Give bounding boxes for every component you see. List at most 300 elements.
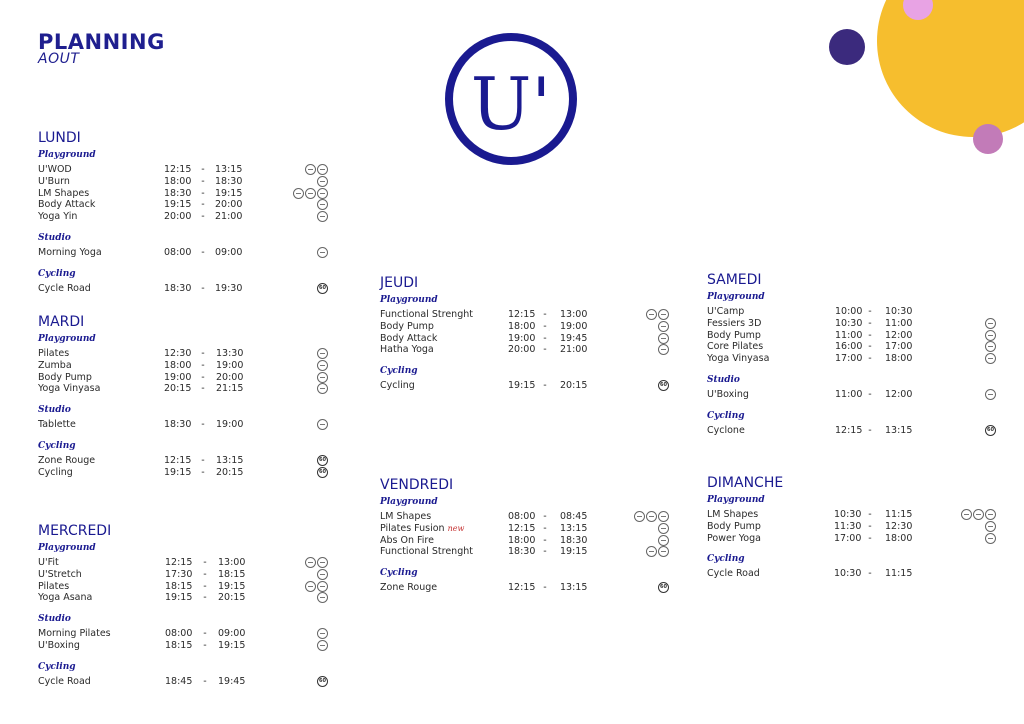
time-separator: -: [868, 509, 872, 520]
room-label: Playground: [380, 497, 438, 507]
class-name-text: U'WOD: [38, 164, 72, 175]
logo-text: U': [470, 62, 552, 146]
class-row: [38, 557, 328, 569]
end-time: 20:15: [560, 380, 588, 392]
face-icon: [985, 389, 996, 400]
class-name: [38, 640, 158, 651]
class-icons: [317, 348, 328, 359]
room-label: Playground: [38, 543, 96, 553]
arrows-icon: [317, 176, 328, 187]
class-name: [707, 568, 827, 579]
time-separator: -: [868, 353, 872, 365]
decor-circle-yellow: [877, 0, 1024, 137]
class-row: [38, 419, 328, 431]
sixty-icon: [317, 283, 328, 294]
face-icon: [317, 360, 328, 371]
face-icon: [317, 640, 328, 651]
end-time: 19:00: [216, 419, 244, 431]
room-label: Studio: [38, 614, 71, 625]
time-separator: -: [543, 534, 547, 546]
time-separator: -: [868, 341, 872, 353]
start-time: 12:15: [508, 582, 536, 594]
class-name-text: Cycle Road: [707, 568, 760, 580]
time-separator: -: [201, 199, 205, 211]
class-name: [707, 353, 827, 364]
arrows-icon: [317, 372, 328, 383]
end-time: 18:30: [560, 534, 588, 546]
end-time: 19:15: [218, 580, 246, 592]
end-time: 18:30: [215, 175, 243, 187]
end-time: 09:00: [215, 247, 243, 258]
time-separator: -: [203, 592, 207, 604]
time-separator: -: [201, 187, 205, 199]
mountain-icon: [658, 523, 669, 534]
day-name-samedi: SAMEDI: [707, 272, 762, 288]
end-time: 18:15: [218, 568, 246, 580]
face-icon: [646, 309, 657, 320]
arrows-icon: [658, 511, 669, 522]
class-name: [707, 521, 827, 532]
start-time: 19:15: [164, 466, 192, 478]
face-icon: [305, 557, 316, 568]
room-label: Playground: [707, 495, 765, 505]
start-time: 12:15: [165, 557, 193, 568]
mountain-icon: [985, 341, 996, 352]
end-time: 13:15: [560, 582, 588, 594]
time-separator: -: [201, 466, 205, 478]
class-name: [380, 380, 500, 391]
class-name: [38, 419, 158, 430]
class-row: [380, 535, 669, 547]
class-name: [38, 569, 158, 580]
class-name: [38, 283, 158, 294]
class-row: [38, 283, 328, 295]
class-row: [38, 383, 328, 395]
arrows-icon: [317, 199, 328, 210]
class-name: [707, 425, 827, 436]
class-icons: [658, 523, 669, 534]
mountain-icon: [305, 581, 316, 592]
day-name-mardi: MARDI: [38, 314, 85, 330]
arrows-icon: [985, 330, 996, 341]
class-name-text: U'Stretch: [38, 568, 82, 580]
class-icons: [305, 164, 328, 175]
room-label: Studio: [38, 233, 71, 243]
end-time: 19:15: [560, 546, 588, 558]
day-name-mercredi: MERCREDI: [38, 523, 112, 539]
class-name: [38, 372, 158, 383]
class-name-text: Cycling: [38, 466, 73, 478]
start-time: 11:00: [835, 389, 863, 400]
class-name: [707, 341, 827, 352]
class-name-text: Functional Strenght: [380, 309, 473, 320]
start-time: 18:00: [508, 320, 536, 332]
class-name: [380, 582, 500, 593]
start-time: 18:30: [164, 419, 192, 431]
time-separator: -: [201, 247, 205, 258]
room-label: Playground: [707, 292, 765, 302]
class-icons: [317, 247, 328, 258]
class-row: [38, 640, 328, 652]
class-row: [38, 628, 328, 640]
class-row: [707, 306, 996, 318]
class-name-text: Hatha Yoga: [380, 344, 434, 356]
end-time: 19:00: [560, 320, 588, 332]
start-time: 12:15: [508, 309, 536, 320]
class-name: [707, 306, 827, 317]
face-icon: [305, 164, 316, 175]
start-time: 20:00: [164, 211, 192, 223]
class-name: [380, 523, 500, 534]
class-name-text: Zumba: [38, 359, 72, 371]
class-icons: [317, 283, 328, 294]
class-row: [38, 372, 328, 384]
arrows-icon: [658, 309, 669, 320]
end-time: 09:00: [218, 628, 246, 640]
class-name-text: Power Yoga: [707, 532, 761, 544]
class-icons: [317, 592, 328, 603]
arrows-icon: [317, 188, 328, 199]
class-name: [380, 333, 500, 344]
class-name: [38, 592, 158, 603]
class-row: [707, 509, 996, 521]
start-time: 12:15: [164, 455, 192, 466]
class-name: [380, 309, 500, 320]
class-icons: [317, 569, 328, 580]
class-icons: [305, 581, 328, 592]
class-name: [380, 344, 500, 355]
class-icons: [985, 330, 996, 341]
mountain-icon: [317, 348, 328, 359]
time-separator: -: [201, 419, 205, 431]
class-name-text: Fessiers 3D: [707, 317, 762, 329]
room-label: Cycling: [380, 568, 418, 579]
decor-circle-pink: [973, 124, 1003, 154]
class-name-text: U'Fit: [38, 557, 59, 568]
class-name-text: Pilates: [38, 348, 70, 359]
class-name: [707, 509, 827, 520]
class-name: [38, 360, 158, 371]
day-name-lundi: LUNDI: [38, 130, 81, 146]
end-time: 10:30: [885, 306, 913, 317]
decor-circle-purple: [829, 29, 865, 65]
class-icons: [985, 353, 996, 364]
class-name-text: U'Boxing: [38, 640, 80, 651]
end-time: 21:00: [560, 344, 588, 356]
start-time: 17:00: [834, 532, 862, 544]
class-icons: [293, 188, 328, 199]
class-row: [707, 568, 996, 580]
face-icon: [317, 211, 328, 222]
class-row: [380, 309, 669, 321]
class-name: [38, 455, 158, 466]
class-icons: [658, 344, 669, 355]
end-time: 12:00: [885, 389, 913, 400]
start-time: 19:00: [164, 371, 192, 383]
room-label: Cycling: [38, 441, 76, 451]
time-separator: -: [201, 175, 205, 187]
yoga-icon: [317, 383, 328, 394]
time-separator: -: [868, 329, 872, 341]
start-time: 19:00: [508, 332, 536, 344]
end-time: 12:00: [885, 329, 913, 341]
class-icons: [658, 380, 669, 391]
end-time: 18:00: [885, 353, 913, 365]
class-row: [38, 676, 328, 688]
time-separator: -: [201, 348, 205, 359]
end-time: 11:15: [885, 568, 913, 580]
end-time: 20:15: [216, 466, 244, 478]
class-row: [380, 380, 669, 392]
class-row: [38, 211, 328, 223]
sixty-icon: [658, 582, 669, 593]
sixty-icon: [317, 676, 328, 687]
class-icons: [658, 321, 669, 332]
class-row: [38, 188, 328, 200]
class-name: [707, 389, 827, 400]
time-separator: -: [868, 306, 872, 317]
end-time: 20:00: [216, 371, 244, 383]
class-row: [380, 523, 669, 535]
mountain-icon: [634, 511, 645, 522]
mountain-icon: [293, 188, 304, 199]
start-time: 17:00: [835, 353, 863, 365]
yoga-icon: [985, 353, 996, 364]
class-name-text: Functional Strenght: [380, 546, 473, 558]
class-icons: [658, 535, 669, 546]
new-tag: new: [447, 523, 465, 533]
end-time: 21:00: [215, 211, 243, 223]
class-name: [707, 318, 827, 329]
class-name-text: Tablette: [38, 419, 76, 431]
sixty-icon: [317, 455, 328, 466]
class-row: [707, 330, 996, 342]
class-name-text: Morning Yoga: [38, 247, 102, 258]
start-time: 10:30: [835, 317, 863, 329]
class-row: [38, 467, 328, 479]
class-name: [707, 533, 827, 544]
arrows-icon: [658, 321, 669, 332]
class-row: [380, 511, 669, 523]
class-name-text: LM Shapes: [38, 187, 90, 199]
room-label: Studio: [38, 405, 71, 416]
class-row: [380, 333, 669, 345]
end-time: 18:00: [885, 532, 913, 544]
arrows-icon: [317, 419, 328, 430]
class-icons: [985, 425, 996, 436]
day-name-dimanche: DIMANCHE: [707, 475, 784, 491]
start-time: 18:30: [508, 546, 536, 558]
class-row: [707, 318, 996, 330]
arrows-icon: [658, 546, 669, 557]
class-icons: [305, 557, 328, 568]
class-icons: [317, 211, 328, 222]
class-row: [38, 581, 328, 593]
time-separator: -: [868, 424, 872, 436]
start-time: 11:00: [835, 329, 863, 341]
end-time: 13:00: [218, 557, 246, 568]
start-time: 08:00: [508, 511, 536, 522]
start-time: 12:15: [508, 522, 536, 534]
face-icon: [973, 509, 984, 520]
time-separator: -: [868, 389, 872, 400]
time-separator: -: [543, 332, 547, 344]
end-time: 19:15: [218, 640, 246, 651]
class-name-text: Pilates Fusion: [380, 522, 445, 534]
start-time: 18:00: [164, 175, 192, 187]
room-label: Studio: [707, 375, 740, 385]
room-label: Cycling: [380, 366, 418, 377]
time-separator: -: [203, 675, 207, 687]
arrows-icon: [985, 318, 996, 329]
room-label: Cycling: [707, 410, 745, 421]
mountain-icon: [961, 509, 972, 520]
class-name-text: U'Burn: [38, 175, 70, 187]
room-label: Cycling: [38, 268, 76, 279]
end-time: 12:30: [885, 520, 913, 532]
time-separator: -: [201, 371, 205, 383]
class-name-text: Zone Rouge: [38, 455, 96, 466]
class-icons: [634, 511, 669, 522]
class-name-text: Body Pump: [380, 320, 434, 332]
time-separator: -: [201, 359, 205, 371]
class-row: [380, 344, 669, 356]
sixty-icon: [658, 380, 669, 391]
sixty-icon: [985, 425, 996, 436]
class-name-text: Yoga Vinyasa: [707, 353, 770, 365]
room-label: Playground: [38, 334, 96, 344]
end-time: 19:15: [215, 187, 243, 199]
class-name: [38, 211, 158, 222]
end-time: 13:15: [215, 164, 243, 175]
face-icon: [646, 511, 657, 522]
time-separator: -: [543, 582, 547, 594]
class-icons: [646, 309, 669, 320]
end-time: 13:15: [885, 424, 913, 436]
time-separator: -: [203, 568, 207, 580]
time-separator: -: [543, 380, 547, 392]
class-row: [707, 341, 996, 353]
class-name: [38, 581, 158, 592]
class-row: [38, 176, 328, 188]
class-icons: [985, 533, 996, 544]
page-title: PLANNING: [38, 30, 165, 54]
start-time: 10:30: [834, 509, 862, 520]
time-separator: -: [201, 164, 205, 175]
face-icon: [317, 581, 328, 592]
class-row: [707, 389, 996, 401]
class-icons: [317, 372, 328, 383]
class-name-text: Yoga Vinyasa: [38, 383, 101, 395]
class-row: [707, 533, 996, 545]
yoga-icon: [317, 247, 328, 258]
time-separator: -: [543, 320, 547, 332]
class-name: [707, 330, 827, 341]
time-separator: -: [543, 546, 547, 558]
start-time: 10:00: [835, 306, 863, 317]
class-name: [38, 247, 158, 258]
time-separator: -: [543, 344, 547, 356]
time-separator: -: [543, 511, 547, 522]
class-row: [707, 353, 996, 365]
end-time: 21:15: [216, 383, 244, 395]
time-separator: -: [201, 211, 205, 223]
end-time: 11:00: [885, 317, 913, 329]
end-time: 13:30: [216, 348, 244, 359]
time-separator: -: [868, 532, 872, 544]
start-time: 18:30: [164, 282, 192, 294]
day-name-vendredi: VENDREDI: [380, 477, 454, 493]
logo: [441, 29, 581, 169]
class-row: [707, 425, 996, 437]
time-separator: -: [201, 282, 205, 294]
class-row: [38, 199, 328, 211]
room-label: Playground: [38, 150, 96, 160]
class-name-text: Body Attack: [38, 199, 96, 211]
class-icons: [985, 389, 996, 400]
class-icons: [317, 628, 328, 639]
face-icon: [305, 188, 316, 199]
end-time: 13:15: [560, 522, 588, 534]
arrows-icon: [985, 521, 996, 532]
class-name-text: U'Camp: [707, 306, 745, 317]
class-icons: [646, 546, 669, 557]
class-icons: [317, 467, 328, 478]
class-name-text: Cycling: [380, 380, 415, 392]
class-name: [38, 348, 158, 359]
class-row: [38, 348, 328, 360]
yoga-icon: [658, 344, 669, 355]
yoga-icon: [985, 533, 996, 544]
end-time: 19:45: [560, 332, 588, 344]
end-time: 19:45: [218, 675, 246, 687]
class-row: [380, 546, 669, 558]
day-name-jeudi: JEUDI: [380, 275, 419, 291]
start-time: 18:00: [164, 359, 192, 371]
start-time: 18:30: [164, 187, 192, 199]
class-name-text: Pilates: [38, 580, 70, 592]
class-name: [38, 467, 158, 478]
class-row: [38, 455, 328, 467]
class-name-text: Yoga Yin: [38, 211, 78, 223]
start-time: 17:30: [165, 568, 193, 580]
class-icons: [317, 360, 328, 371]
face-icon: [646, 546, 657, 557]
class-name-text: Abs On Fire: [380, 534, 434, 546]
class-icons: [317, 455, 328, 466]
start-time: 11:30: [834, 520, 862, 532]
time-separator: -: [868, 520, 872, 532]
class-icons: [985, 318, 996, 329]
room-label: Cycling: [707, 554, 745, 565]
arrows-icon: [985, 509, 996, 520]
class-icons: [658, 582, 669, 593]
start-time: 12:30: [164, 348, 192, 359]
class-icons: [985, 521, 996, 532]
class-name-text: LM Shapes: [707, 509, 759, 520]
class-icons: [985, 341, 996, 352]
class-name: [380, 511, 500, 522]
class-name: [380, 321, 500, 332]
class-icons: [658, 333, 669, 344]
time-separator: -: [868, 568, 872, 580]
end-time: 20:15: [218, 592, 246, 604]
class-name-text: Cycle Road: [38, 675, 91, 687]
end-time: 13:15: [216, 455, 244, 466]
time-separator: -: [203, 628, 207, 640]
page-subtitle: AOUT: [38, 51, 80, 67]
class-name-text: Cyclone: [707, 424, 745, 436]
